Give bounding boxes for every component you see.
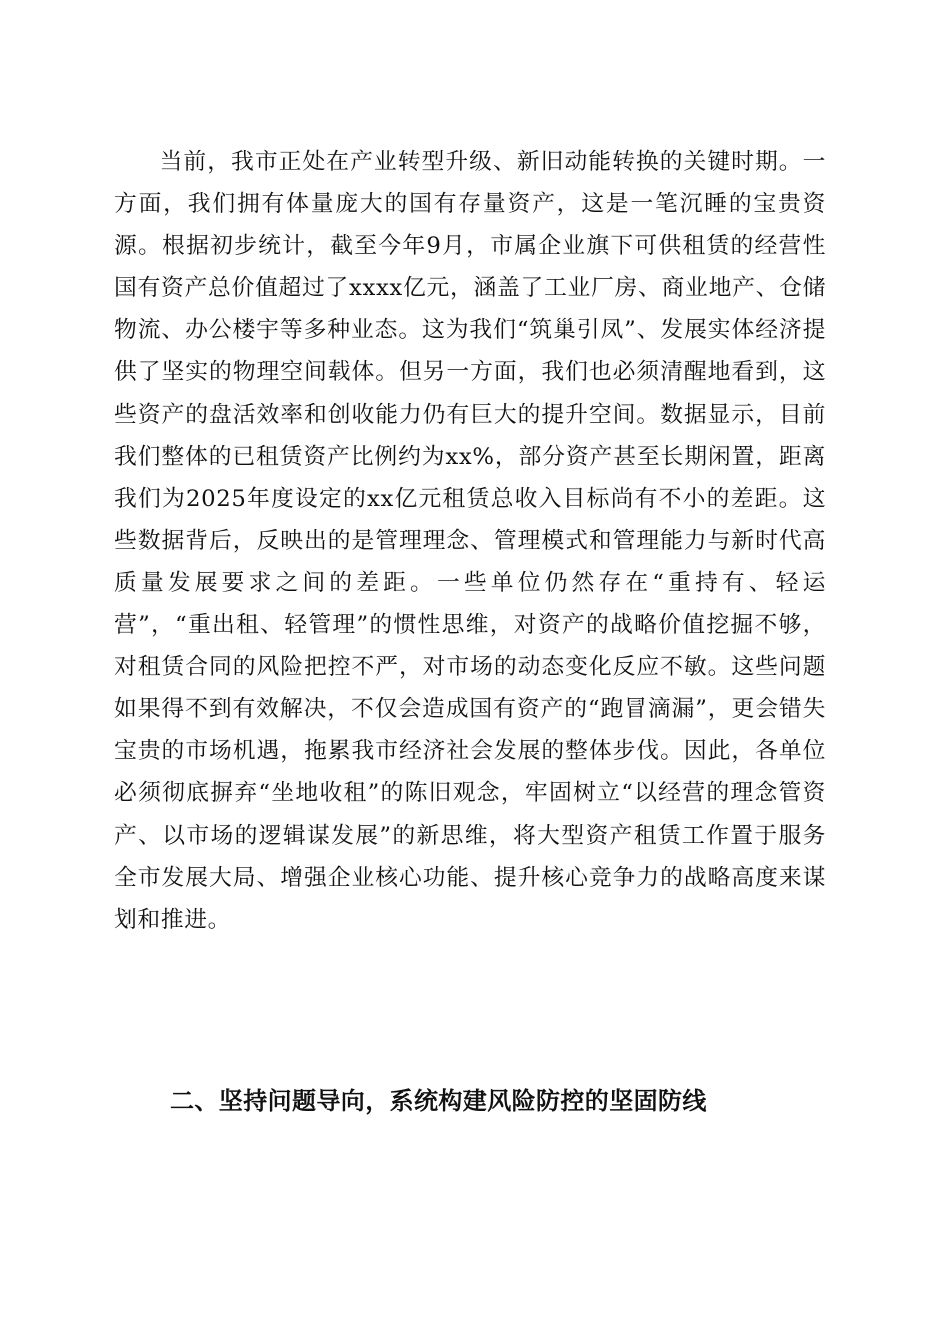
section-heading: 二、坚持问题导向，系统构建风险防控的坚固防线 bbox=[170, 1087, 707, 1115]
body-paragraph: 当前，我市正处在产业转型升级、新旧动能转换的关键时期。一方面，我们拥有体量庞大的国有存量资产，这是一笔沉睡的宝贵资源。根据初步统计，截至今年9月，市属企业旗下可供租赁的经营性国有资产总价值超过了xxxx亿元，涵盖了工业厂房、商业地产、仓储物流、办公楼宇等多种业态。这为我们“筑巢引凤”、发展实体经济提供了坚实的物理空间载体。但另一方面，我们也必须清醒地看到，这些资产的盘活效率和创收能力仍有巨大的提升空间。数据显示，目前我们整体的已租赁资产比例约为xx%，部分资产甚至长期闲置，距离我们为2025年度设定的xx亿元租赁总收入目标尚有不小的差距。这些数据背后，反映出的是管理理念、管理模式和管理能力与新时代高质量发展要求之间的差距。一些单位仍然存在“重持有、轻运营”，“重出租、轻管理”的惯性思维，对资产的战略价值挖掘不够，对租赁合同的风险把控不严，对市场的动态变化反应不敏。这些问题如果得不到有效解决，不仅会造成国有资产的“跑冒滴漏”，更会错失宝贵的市场机遇，拖累我市经济社会发展的整体步伐。因此，各单位必须彻底摒弃“坐地收租”的陈旧观念，牢固树立“以经营的理念管资产、以市场的逻辑谋发展”的新思维，将大型资产租赁工作置于服务全市发展大局、增强企业核心功能、提升核心竞争力的战略高度来谋划和推进。 bbox=[114, 149, 826, 933]
